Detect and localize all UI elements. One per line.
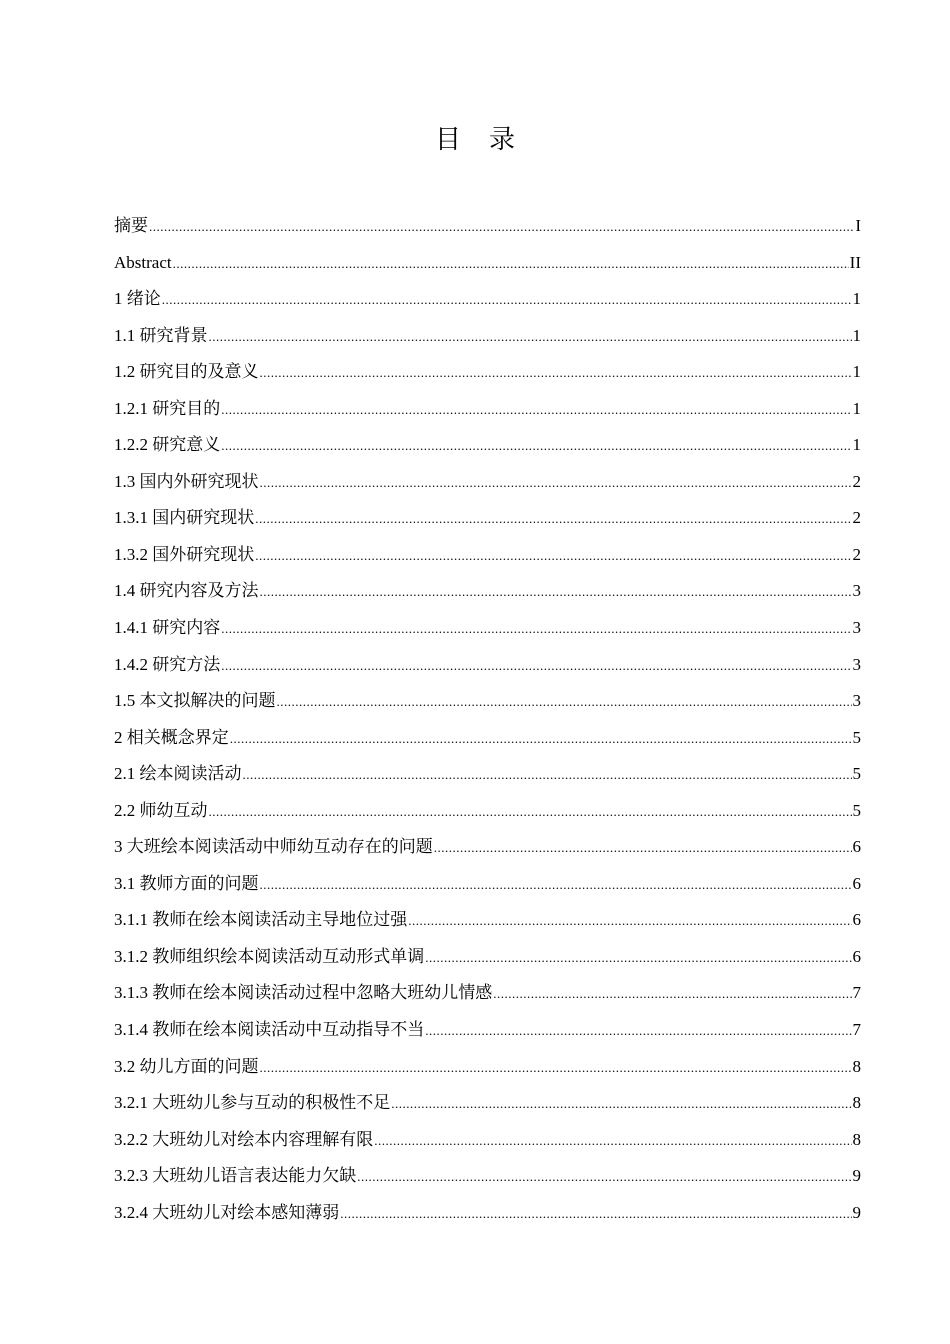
toc-entry-page: 3 [852,654,861,674]
toc-entry[interactable] [114,610,861,647]
toc-dot-leader [221,648,851,685]
toc-entry-label: 3.1 教师方面的问题 [114,873,259,893]
toc-entry-label: 3.1.2 教师组织绘本阅读活动互动形式单调 [114,946,425,966]
toc-entry[interactable] [114,975,861,1012]
toc-entry-label: 1.3.1 国内研究现状 [114,508,255,528]
toc-entry-label: 2 相关概念界定 [114,727,229,747]
toc-entry[interactable] [114,1085,861,1122]
toc-entry[interactable] [114,793,861,830]
toc-entry-page: I [855,216,861,235]
toc-entry-label: 3.1.1 教师在绘本阅读活动主导地位过强 [114,910,408,930]
toc-entry-page: 1 [852,289,861,309]
toc-entry-label: 1.4 研究内容及方法 [114,581,259,601]
toc-dot-leader [391,1086,851,1123]
toc-entry-page: 5 [852,764,861,784]
toc-entry[interactable] [114,1122,861,1159]
table-of-contents [114,208,861,1231]
toc-entry-page: 2 [852,471,861,491]
toc-entry-page: 6 [852,910,861,930]
toc-entry-page: 9 [852,1202,861,1222]
toc-entry[interactable] [114,354,861,391]
toc-entry-label: 1.1 研究背景 [114,325,208,345]
toc-title: 目录 [434,125,543,154]
toc-entry-label: 3.2.2 大班幼儿对绘本内容理解有限 [114,1129,374,1149]
toc-entry-label: 3.1.3 教师在绘本阅读活动过程中忽略大班幼儿情感 [114,983,493,1003]
toc-dot-leader [173,246,849,283]
toc-dot-leader [243,757,852,794]
toc-entry-page: 1 [852,362,861,382]
toc-entry[interactable] [114,1158,861,1195]
toc-dot-leader [425,1013,851,1050]
toc-entry[interactable] [114,464,861,501]
toc-entry-page: 1 [852,398,861,418]
toc-entry-page: 3 [852,618,861,638]
toc-entry-page: 3 [852,581,861,601]
toc-entry[interactable] [114,427,861,464]
toc-entry-label: 3.1.4 教师在绘本阅读活动中互动指导不当 [114,1020,425,1040]
toc-entry-page: II [849,252,861,272]
toc-dot-leader [162,282,852,319]
toc-entry-page: 6 [852,873,861,893]
toc-dot-leader [260,465,852,502]
toc-entry-label: 1.3.2 国外研究现状 [114,544,255,564]
toc-entry-page: 7 [852,983,861,1003]
toc-dot-leader [221,611,851,648]
toc-dot-leader [209,794,852,831]
toc-entry-label: Abstract [114,252,172,272]
toc-entry-page: 5 [852,727,861,747]
toc-entry-label: 1.4.1 研究内容 [114,618,221,638]
toc-entry-page: 3 [852,691,861,711]
toc-dot-leader [255,538,851,575]
toc-entry[interactable] [114,829,861,866]
toc-entry[interactable] [114,1195,861,1232]
toc-entry[interactable] [114,245,861,282]
toc-entry-label: 3.2.4 大班幼儿对绘本感知薄弱 [114,1202,340,1222]
toc-dot-leader [260,355,852,392]
toc-entry-label: 3.2.3 大班幼儿语言表达能力欠缺 [114,1166,357,1186]
toc-entry-label: 1.2 研究目的及意义 [114,362,259,382]
toc-entry-page: 8 [852,1093,861,1113]
toc-dot-leader [434,830,852,867]
toc-dot-leader [260,1050,852,1087]
toc-entry-page: 6 [852,837,861,857]
toc-entry[interactable] [114,902,861,939]
toc-entry[interactable] [114,720,861,757]
toc-entry-label: 2.1 绘本阅读活动 [114,764,242,784]
toc-entry[interactable] [114,1049,861,1086]
toc-entry-page: 8 [852,1056,861,1076]
toc-entry-label: 1 绪论 [114,289,161,309]
toc-dot-leader [149,209,854,246]
toc-entry-page: 7 [852,1020,861,1040]
toc-entry-page: 8 [852,1129,861,1149]
toc-entry[interactable] [114,500,861,537]
toc-dot-leader [260,867,852,904]
toc-entry[interactable] [114,573,861,610]
toc-entry-page: 1 [852,325,861,345]
toc-entry-label: 3.2.1 大班幼儿参与互动的积极性不足 [114,1093,391,1113]
toc-entry[interactable] [114,1012,861,1049]
toc-entry[interactable] [114,281,861,318]
toc-dot-leader [221,392,851,429]
toc-dot-leader [209,319,852,356]
toc-entry-label: 2.2 师幼互动 [114,800,208,820]
toc-entry-label: 1.5 本文拟解决的问题 [114,691,276,711]
toc-entry-label: 摘要 [114,216,148,235]
toc-entry-page: 1 [852,435,861,455]
toc-dot-leader [425,940,851,977]
toc-dot-leader [221,428,851,465]
toc-entry-page: 2 [852,544,861,564]
toc-entry[interactable] [114,683,861,720]
toc-entry[interactable] [114,208,861,245]
toc-entry-page: 5 [852,800,861,820]
toc-dot-leader [493,976,851,1013]
toc-entry-label: 3 大班绘本阅读活动中师幼互动存在的问题 [114,837,433,857]
toc-entry-page: 9 [852,1166,861,1186]
toc-dot-leader [255,501,851,538]
toc-entry-page: 2 [852,508,861,528]
toc-entry-label: 1.4.2 研究方法 [114,654,221,674]
toc-dot-leader [374,1123,851,1160]
toc-entry-label: 3.2 幼儿方面的问题 [114,1056,259,1076]
toc-entry[interactable] [114,939,861,976]
toc-dot-leader [230,721,852,758]
toc-dot-leader [408,903,851,940]
toc-entry[interactable] [114,391,861,428]
toc-entry-page: 6 [852,946,861,966]
toc-entry[interactable] [114,756,861,793]
toc-dot-leader [340,1196,851,1233]
toc-dot-leader [260,574,852,611]
toc-entry[interactable] [114,647,861,684]
toc-entry[interactable] [114,537,861,574]
toc-entry-label: 1.2.2 研究意义 [114,435,221,455]
toc-entry[interactable] [114,318,861,355]
toc-entry-label: 1.2.1 研究目的 [114,398,221,418]
toc-entry[interactable] [114,866,861,903]
toc-entry-label: 1.3 国内外研究现状 [114,471,259,491]
toc-dot-leader [357,1159,851,1196]
toc-dot-leader [277,684,852,721]
